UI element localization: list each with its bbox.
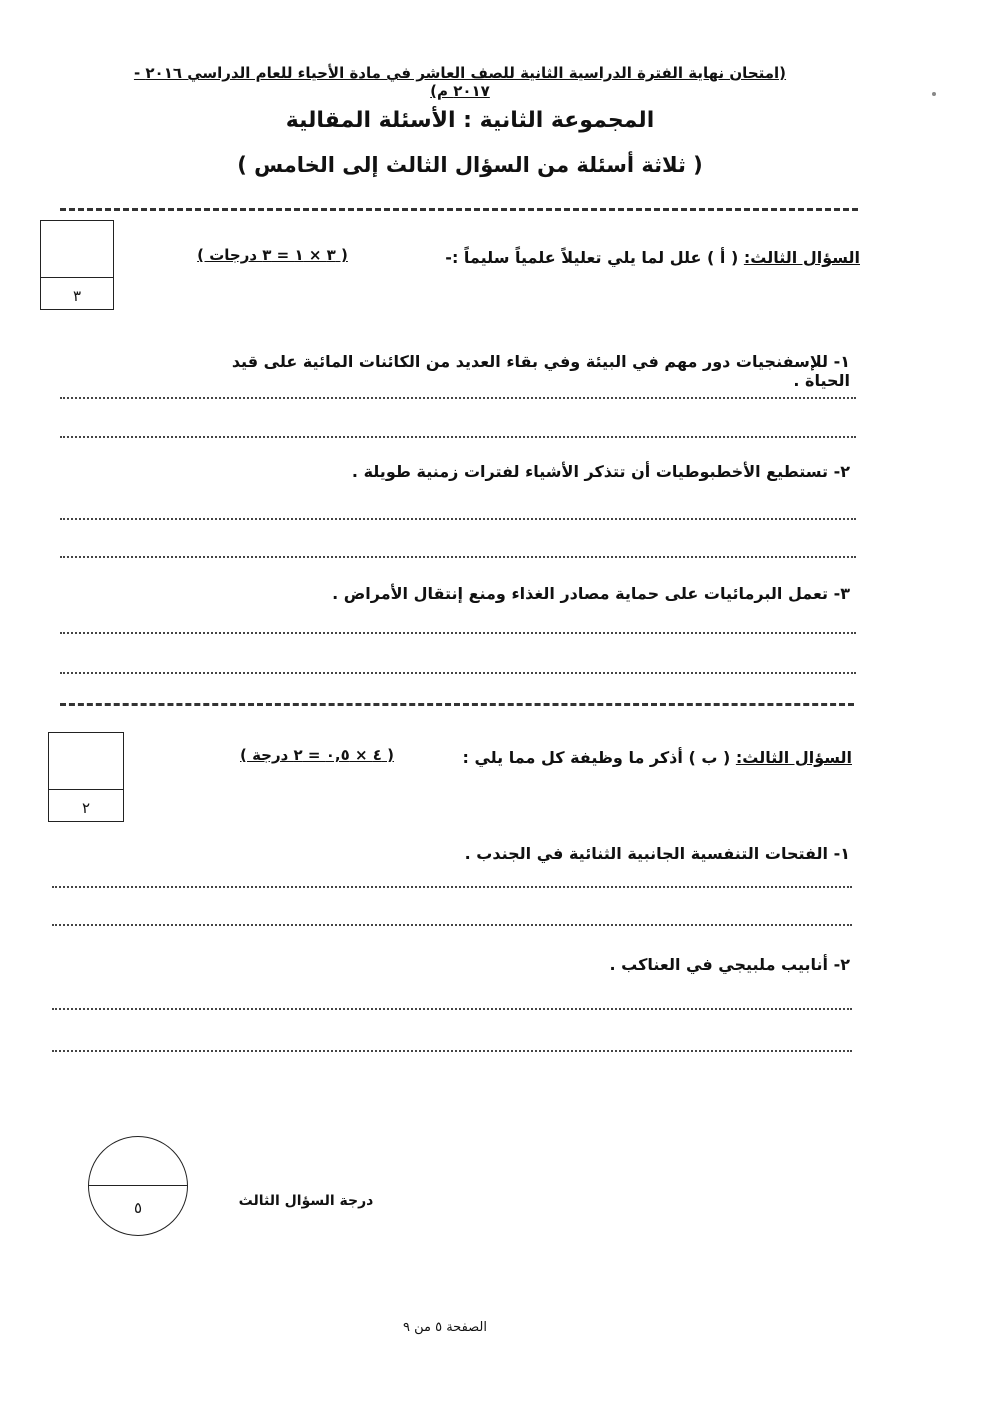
item-a-2: ٢- تستطيع الأخطبوطيات أن تتذكر الأشياء لفترات زمنية طويلة . [351,462,850,481]
question-heading-a [360,248,860,267]
question-text: ( أ ) علل لما يلي تعليلاً علمياً سليماً :- [445,248,739,267]
item-b-2: ٢- أنابيب ملبيجي في العناكب . [609,955,850,974]
item-a-3: ٣- تعمل البرمائيات على حماية مصادر الغذاء ومنع إنتقال الأمراض . [332,584,850,603]
score-box-section-b [48,732,124,822]
score-box-value: ٢ [81,799,91,817]
item-b-1: ١- الفتحات التنفسية الجانبية الثنائية في الجندب . [464,844,850,863]
answer-line [60,672,856,674]
question-heading-b [390,748,852,767]
score-box-value: ٣ [72,287,82,305]
group-subtitle: ( ثلاثة أسئلة من السؤال الثالث إلى الخامس ) [237,153,703,177]
exam-title: (امتحان نهاية الفترة الدراسية الثانية للصف العاشر في مادة الأحياء للعام الدراسي ٢٠١٦ - ٢٠١٧ م) [133,64,787,100]
answer-line [52,1008,852,1010]
scan-speck [932,92,936,96]
section-separator-top [60,208,858,211]
question-text: ( ب ) أذكر ما وظيفة كل مما يلي : [462,748,731,767]
total-score-value: ٥ [133,1199,143,1217]
total-score-label: درجة السؤال الثالث [238,1193,374,1209]
answer-line [52,924,852,926]
answer-line [60,518,856,520]
answer-line [52,1050,852,1052]
group-title: المجموعة الثانية : الأسئلة المقالية [285,108,655,133]
answer-line [60,436,856,438]
question-label: السؤال الثالث: [743,248,860,267]
item-a-1: ١- للإسفنجيات دور مهم في البيئة وفي بقاء العديد من الكائنات المائية على قيد الحياة . [231,352,850,390]
score-box-blank [41,221,113,278]
answer-line [60,397,856,399]
section-separator-middle [60,703,854,706]
score-box-blank [49,733,123,790]
answer-line [52,886,852,888]
circle-divider [89,1185,187,1186]
page-number: الصفحة ٥ من ٩ [402,1320,487,1335]
answer-line [60,556,856,558]
score-box-section-a [40,220,114,310]
answer-line [60,632,856,634]
total-score-circle [88,1136,188,1236]
marks-label-a: ( ٣ × ١ = ٣ درجات ) [197,246,348,264]
marks-label-b: ( ٤ × ٠,٥ = ٢ درجة ) [240,746,394,764]
question-label: السؤال الثالث: [735,748,852,767]
